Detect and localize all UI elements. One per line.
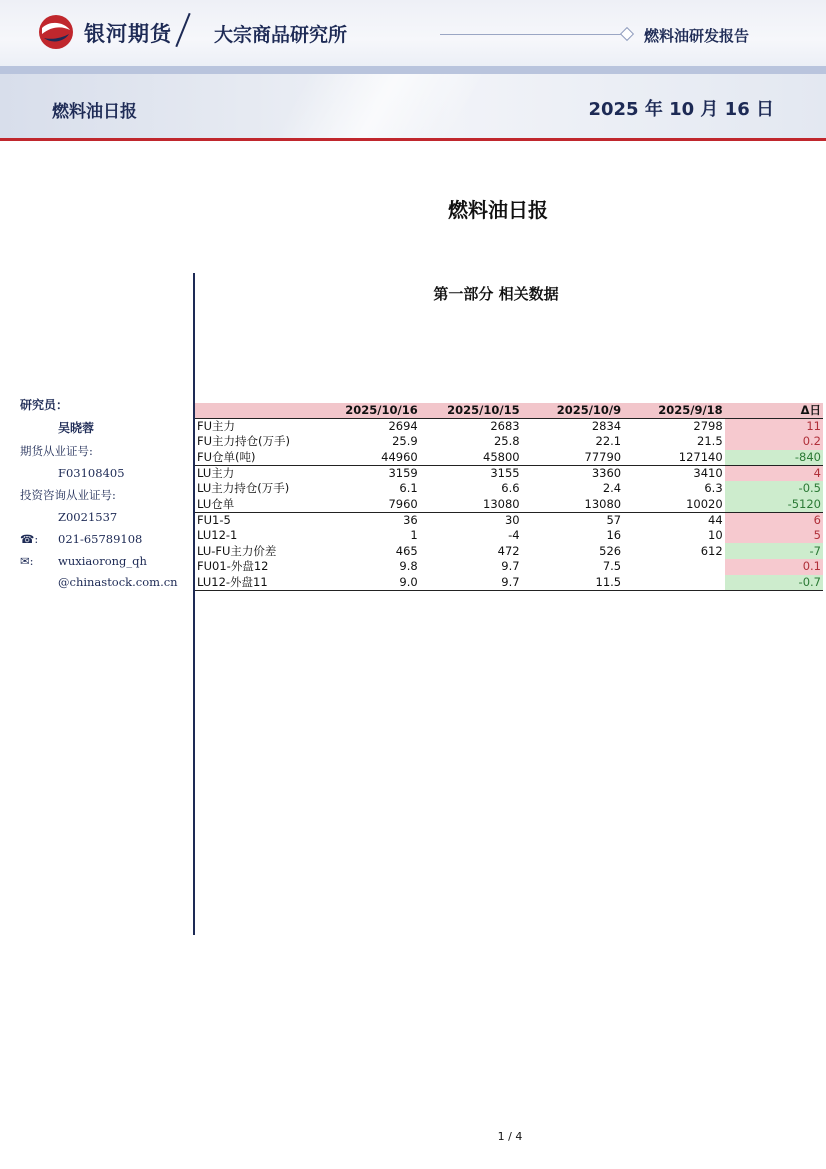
value-cell: -4 (508, 528, 520, 543)
value-cell: 3360 (591, 465, 622, 480)
value-cell: 612 (700, 543, 723, 558)
value-cell (623, 559, 725, 575)
delta-cell: -0.7 (725, 575, 823, 591)
value-cell: 6.1 (399, 481, 418, 496)
value-cell: 36 (403, 512, 418, 527)
delta-cell: 0.2 (725, 434, 823, 450)
delta-cell: 0.1 (725, 559, 823, 575)
header-cell-blank (195, 403, 318, 419)
value-cell: 25.8 (493, 434, 520, 449)
futures-cert-label: 期货从业证号: (20, 444, 93, 458)
sidebar-rule (193, 273, 195, 935)
delta-cell: 11 (725, 419, 823, 435)
header-rule (440, 34, 622, 35)
value-cell: 7960 (318, 497, 420, 513)
delta-cell: 4 (725, 465, 823, 481)
document-title: 燃料油日报 (448, 198, 548, 222)
delta-cell: -840 (725, 450, 823, 466)
row-label: LU12-1 (197, 528, 238, 543)
value-cell: 6.3 (704, 481, 723, 496)
delta-cell: 6 (725, 512, 823, 528)
value-cell: 77790 (522, 450, 624, 466)
header-stripe (0, 66, 826, 74)
value-cell: 2834 (591, 419, 622, 434)
header-cell-date-1: 2025/10/16 (318, 403, 420, 419)
value-cell: 16 (606, 528, 622, 543)
table-row (195, 481, 823, 497)
value-cell: 526 (599, 543, 622, 558)
header-cell-date-3: 2025/10/9 (522, 403, 624, 419)
table-row (195, 528, 823, 544)
band-title: 燃料油日报 (52, 102, 137, 122)
row-label: LU12-外盘11 (195, 575, 318, 591)
analyst-name: 吴晓蓉 (58, 421, 95, 435)
row-label: FU1-5 (197, 512, 231, 527)
delta-cell: -7 (725, 543, 823, 559)
value-cell: 13080 (522, 497, 624, 513)
value-cell: 2694 (388, 419, 418, 434)
value-cell: 30 (504, 512, 520, 527)
report-type: 燃料油研发报告 (644, 27, 750, 45)
table-row (195, 434, 823, 450)
value-cell: 44960 (318, 450, 420, 466)
row-label: LU-FU主力价差 (197, 543, 277, 558)
analyst-sidebar (20, 396, 190, 589)
analyst-phone: 021-65789108 (58, 532, 143, 546)
value-cell: 2798 (693, 419, 723, 434)
value-cell: 57 (606, 512, 622, 527)
value-cell: 25.9 (392, 434, 418, 449)
phone-icon: ☎: (20, 532, 39, 546)
email-icon: ✉: (20, 554, 34, 568)
table-row (195, 559, 823, 575)
section-title: 第一部分 相关数据 (433, 285, 559, 303)
band-decoration (250, 74, 510, 138)
value-cell: 7.5 (602, 559, 622, 574)
consult-cert: Z0021537 (58, 510, 118, 524)
data-table (195, 403, 823, 591)
brand-name: 银河期货 (84, 22, 172, 46)
table-row (195, 512, 823, 528)
value-cell: 9.0 (318, 575, 420, 591)
value-cell: 13080 (420, 497, 522, 513)
value-cell: 22.1 (595, 434, 622, 449)
value-cell: 44 (708, 512, 723, 527)
value-cell: 3155 (490, 465, 520, 480)
header-cell-date-2: 2025/10/15 (420, 403, 522, 419)
value-cell: 21.5 (697, 434, 723, 449)
analyst-email-line1[interactable]: wuxiaorong_qh (58, 554, 147, 568)
page-number: 1 / 4 (497, 1130, 523, 1143)
value-cell: 10 (708, 528, 723, 543)
table-row (195, 575, 823, 591)
analyst-email-line2[interactable]: @chinastock.com.cn (58, 575, 178, 589)
delta-cell: -0.5 (725, 481, 823, 497)
header-cell-delta: Δ日 (725, 403, 823, 419)
header-red-rule (0, 138, 826, 141)
value-cell: 3159 (388, 465, 418, 480)
table-row (195, 497, 823, 513)
table-header-row (195, 403, 823, 419)
delta-cell: 5 (725, 528, 823, 544)
value-cell: 127140 (623, 450, 725, 466)
row-label: FU主力 (197, 419, 236, 434)
value-cell: 2.4 (602, 481, 622, 496)
value-cell: 9.8 (399, 559, 418, 574)
analyst-role-label: 研究员： (20, 398, 69, 412)
row-label: LU仓单 (195, 497, 318, 513)
table-row (195, 543, 823, 559)
report-date: 2025 年 10 月 16 日 (588, 99, 774, 120)
table-row (195, 465, 823, 481)
row-label: FU主力持仓(万手) (197, 434, 291, 449)
institute-name: 大宗商品研究所 (214, 24, 348, 46)
value-cell: 3410 (693, 465, 723, 480)
row-label: FU01-外盘12 (197, 559, 269, 574)
value-cell: 1 (410, 528, 418, 543)
value-cell: 465 (395, 543, 418, 558)
value-cell: 11.5 (522, 575, 624, 591)
value-cell (623, 575, 725, 591)
value-cell: 10020 (623, 497, 725, 513)
consult-cert-label: 投资咨询从业证号: (20, 488, 116, 502)
table-row (195, 450, 823, 466)
delta-cell: -5120 (725, 497, 823, 513)
row-label: FU仓单(吨) (195, 450, 318, 466)
table-row (195, 419, 823, 435)
value-cell: 472 (497, 543, 520, 558)
value-cell: 9.7 (420, 575, 522, 591)
row-label: LU主力持仓(万手) (197, 481, 290, 496)
table-body (195, 419, 823, 591)
value-cell: 6.6 (501, 481, 520, 496)
value-cell: 9.7 (501, 559, 520, 574)
galaxy-logo-icon (36, 14, 76, 50)
value-cell: 2683 (490, 419, 520, 434)
header-cell-date-4: 2025/9/18 (623, 403, 725, 419)
value-cell: 45800 (420, 450, 522, 466)
row-label: LU主力 (197, 465, 235, 480)
futures-cert: F03108405 (58, 466, 125, 480)
